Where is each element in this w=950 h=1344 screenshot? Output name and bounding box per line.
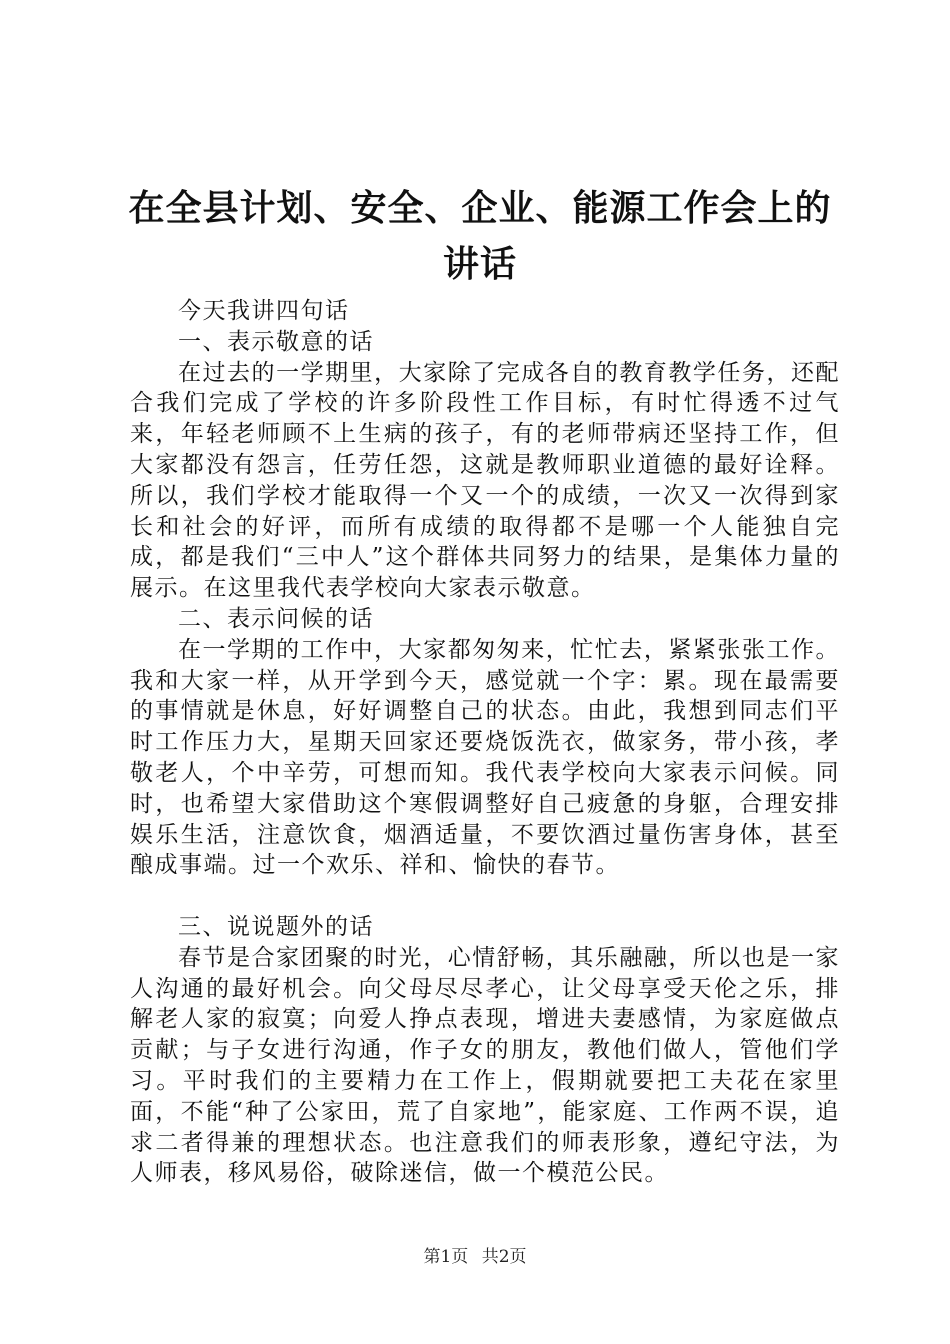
paragraph-spacer bbox=[130, 881, 840, 912]
section-heading-greeting: 二、表示问候的话 bbox=[178, 605, 374, 632]
document-body bbox=[130, 296, 840, 1189]
page-number: 第1页 bbox=[423, 1247, 469, 1267]
paragraph-extra: 春节是合家团聚的时光，心情舒畅，其乐融融，所以也是一家人沟通的最好机会。向父母尽尽孝心，让父母享受天伦之乐，排解老人家的寂寞；向爱人挣点表现，增进夫妻感情，为家庭做点贡献；与子女进行沟通，作子女的朋友，教他们做人，管他们学习。平时我们的主要精力在工作上，假期就要把工夫花在家里面，不能“种了公家田，荒了自家地”，能家庭、工作两不误，追求二者得兼的理想状态。也注意我们的师表形象，遵纪守法，为人师表，移风易俗，破除迷信，做一个模范公民。 bbox=[130, 944, 840, 1187]
page-total: 共2页 bbox=[481, 1247, 527, 1267]
document-title: 在全县计划、安全、企业、能源工作会上的讲话 bbox=[128, 187, 832, 285]
paragraph-respect: 在过去的一学期里，大家除了完成各自的教育教学任务，还配合我们完成了学校的许多阶段性工作目标，有时忙得透不过气来，年轻老师顾不上生病的孩子，有的老师带病还坚持工作，但大家都没有怨言，任劳任怨，这就是教师职业道德的最好诠释。所以，我们学校才能取得一个又一个的成绩，一次又一次得到家长和社会的好评，而所有成绩的取得都不是哪一个人能独自完成，都是我们“三中人”这个群体共同努力的结果，是集体力量的展示。在这里我代表学校向大家表示敬意。 bbox=[130, 359, 840, 602]
intro-line: 今天我讲四句话 bbox=[178, 298, 350, 324]
page-footer bbox=[0, 1242, 950, 1267]
section-heading-extra: 三、说说题外的话 bbox=[178, 913, 374, 940]
section-heading-respect: 一、表示敬意的话 bbox=[178, 328, 374, 355]
paragraph-greeting: 在一学期的工作中，大家都匆匆来，忙忙去，紧紧张张工作。我和大家一样，从开学到今天，感觉就一个字：累。现在最需要的事情就是休息，好好调整自己的状态。由此，我想到同志们平时工作压力大，星期天回家还要烧饭洗衣，做家务，带小孩，孝敬老人，个中辛劳，可想而知。我代表学校向大家表示问候。同时，也希望大家借助这个寒假调整好自己疲惫的身躯，合理安排娱乐生活，注意饮食，烟酒适量，不要饮酒过量伤害身体，甚至酿成事端。过一个欢乐、祥和、愉快的春节。 bbox=[130, 636, 840, 879]
